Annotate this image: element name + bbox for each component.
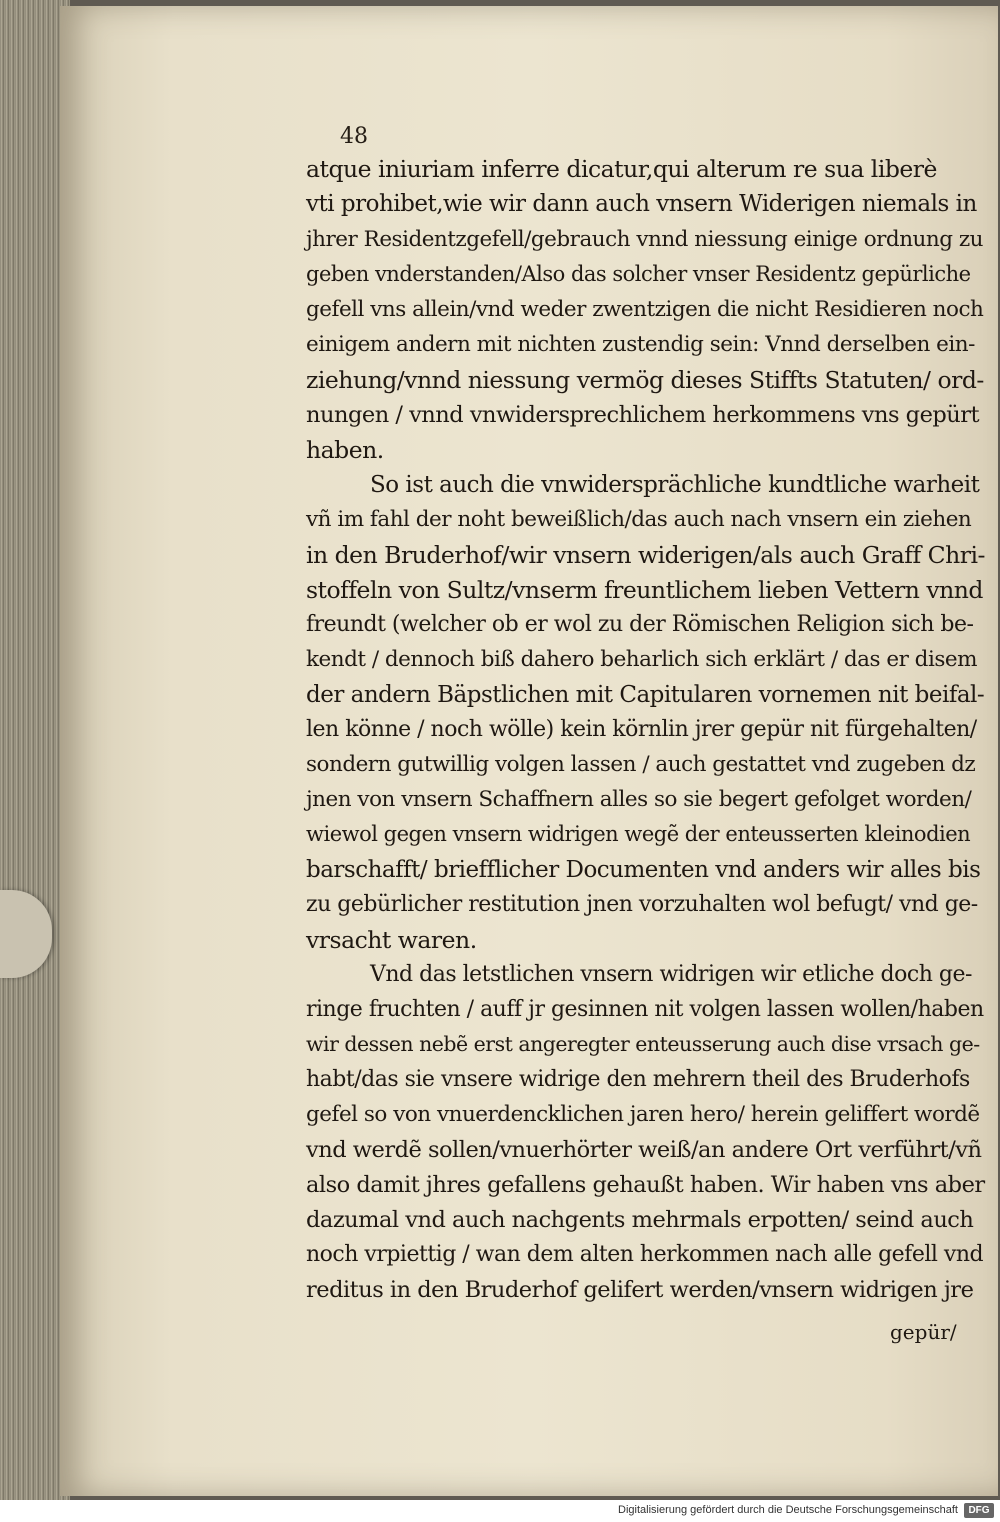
- text-line: nungen / vnnd vnwidersprechlichem herkommens vns gepürt: [306, 402, 980, 428]
- text-line: habt/das sie vnsere widrige den mehrern theil des Bruderhofs: [306, 1067, 970, 1092]
- text-line: wir dessen nebẽ erst angeregter enteusserung auch dise vrsach ge-: [306, 1032, 980, 1056]
- text-line: einigem andern mit nichten zustendig sein: Vnnd derselben ein-: [306, 332, 975, 357]
- text-line: in den Bruderhof/wir vnsern widerigen/als auch Graff Chri-: [306, 541, 985, 569]
- text-line: freundt (welcher ob er wol zu der Römischen Religion sich be-: [306, 612, 974, 637]
- text-line: Vnd das letstlichen vnsern widrigen wir etliche doch ge-: [370, 962, 972, 987]
- funding-credit: Digitalisierung gefördert durch die Deutsche Forschungsgemeinschaft: [618, 1504, 958, 1516]
- text-line: also damit jhres gefallens gehaußt haben. Wir haben vns aber: [306, 1172, 985, 1198]
- text-line: dazumal vnd auch nachgents mehrmals erpotten/ seind auch: [306, 1207, 974, 1233]
- footer-bar: [0, 1500, 1000, 1522]
- text-line: wiewol gegen vnsern widrigen wegẽ der enteusserten kleinodien: [306, 822, 971, 846]
- text-line: kendt / dennoch biß dahero beharlich sich erklärt / das er disem: [306, 647, 977, 672]
- text-line: reditus in den Bruderhof gelifert werden/vnsern widrigen jre: [306, 1277, 974, 1303]
- text-line: vñ im fahl der noht beweißlich/das auch nach vnsern ein ziehen: [306, 507, 972, 532]
- text-line: stoffeln von Sultz/vnserm freuntlichem lieben Vettern vnnd: [306, 576, 983, 604]
- text-line: vti prohibet,wie wir dann auch vnsern Widerigen niemals in: [306, 191, 977, 217]
- dfg-logo-icon: DFG: [964, 1503, 994, 1518]
- text-line: gefell vns allein/vnd weder zwentzigen die nicht Residieren noch: [306, 297, 984, 322]
- text-line: haben.: [306, 436, 384, 464]
- page-number: 48: [340, 124, 368, 149]
- text-line: vnd werdẽ sollen/vnuerhörter weiß/an andere Ort verführt/vñ: [306, 1137, 982, 1163]
- text-line: barschafft/ briefflicher Documenten vnd anders wir alles bis: [306, 857, 981, 883]
- text-line: jnen von vnsern Schaffnern alles so sie begert gefolget worden/: [306, 787, 972, 812]
- text-line: noch vrpiettig / wan dem alten herkommen nach alle gefell vnd: [306, 1242, 984, 1267]
- text-line: geben vnderstanden/Also das solcher vnser Residentz gepürliche: [306, 262, 971, 286]
- text-line: vrsacht waren.: [306, 926, 477, 954]
- text-line: der andern Bäpstlichen mit Capitularen vornemen nit beifal-: [306, 682, 985, 708]
- text-line: zu gebürlicher restitution jnen vorzuhalten wol befugt/ vnd ge-: [306, 892, 978, 917]
- text-line: len könne / noch wölle) kein körnlin jrer gepür nit fürgehalten/: [306, 717, 977, 742]
- text-line: atque iniuriam inferre dicatur,qui alterum re sua liberè: [306, 155, 937, 183]
- catchword: gepür/: [890, 1320, 957, 1344]
- text-line: jhrer Residentzgefell/gebrauch vnnd niessung einige ordnung zu: [306, 227, 984, 252]
- text-line: ziehung/vnnd niessung vermög dieses Stiffts Statuten/ ord-: [306, 366, 984, 394]
- text-line: sondern gutwillig volgen lassen / auch gestattet vnd zugeben dz: [306, 752, 976, 777]
- text-line: So ist auch die vnwidersprächliche kundtliche warheit: [370, 472, 980, 498]
- text-line: ringe fruchten / auff jr gesinnen nit volgen lassen wollen/haben: [306, 997, 984, 1022]
- text-line: gefel so von vnuerdencklichen jaren hero/ herein geliffert wordẽ: [306, 1102, 980, 1127]
